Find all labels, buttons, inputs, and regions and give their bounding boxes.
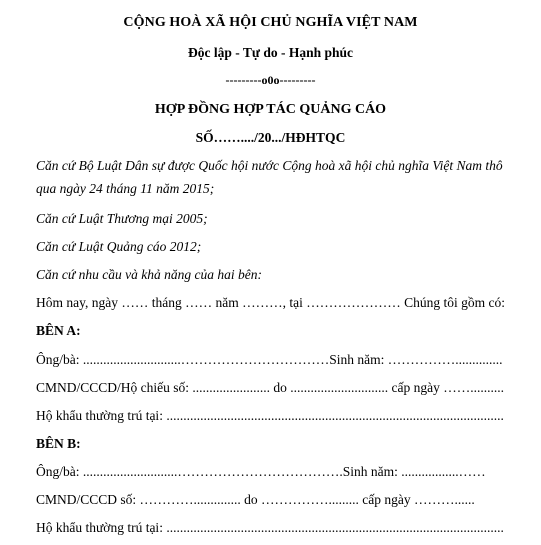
legal-basis-commercial-law: Căn cứ Luật Thương mại 2005; (36, 211, 208, 226)
party-b-id-line: CMND/CCCD số: ………….............. do ……………......... cấp ngày ………...... (36, 492, 475, 507)
party-b-residence-line: Hộ khẩu thường trú tại: .................................................................................................... (36, 520, 504, 535)
legal-basis-civil-code-cont: qua ngày 24 tháng 11 năm 2015; (36, 181, 215, 196)
national-title: CỘNG HOÀ XÃ HỘI CHỦ NGHĨA VIỆT NAM (123, 15, 418, 30)
party-a-heading: BÊN A: (36, 323, 81, 338)
legal-basis-civil-code: Căn cứ Bộ Luật Dân sự được Quốc hội nước Cộng hoà xã hội chủ nghĩa Việt Nam thô (36, 158, 503, 173)
legal-basis-needs: Căn cứ nhu cầu và khả năng của hai bên: (36, 267, 262, 282)
party-a-name-line: Ông/bà: .............................……………………………Sinh năm: …………….............. (36, 352, 503, 367)
date-place-line: Hôm nay, ngày …… tháng …… năm ………, tại ………………… Chúng tôi gồm có: (36, 295, 505, 310)
contract-number: SỐ……..../20.../HĐHTQC (195, 130, 346, 145)
national-motto: Độc lập - Tự do - Hạnh phúc (187, 45, 354, 60)
party-a-id-line: CMND/CCCD/Hộ chiếu số: ....................... do ............................. cấp ngày …….......... (36, 380, 504, 395)
header-divider: ---------o0o--------- (225, 73, 316, 87)
party-b-name-line: Ông/bà: ............................……………………………….Sinh năm: .................…… (36, 464, 486, 479)
contract-title: HỢP ĐỒNG HỢP TÁC QUẢNG CÁO (154, 102, 387, 117)
legal-basis-advertising-law: Căn cứ Luật Quảng cáo 2012; (36, 239, 202, 254)
party-b-heading: BÊN B: (36, 436, 81, 451)
party-a-residence-line: Hộ khẩu thường trú tại: .................................................................................................... (36, 408, 504, 423)
